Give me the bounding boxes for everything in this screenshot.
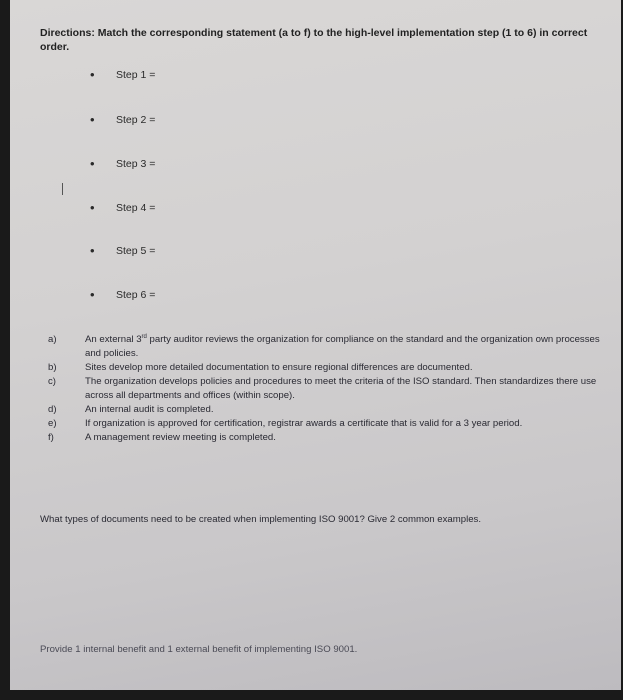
statement-letter: c) [48,376,56,387]
statement-text: The organization develops policies and procedures to meet the criteria of the ISO standard. Then standardizes there use across all departments and offices (within scope). [85,376,597,401]
statement-text: If organization is approved for certification, registrar awards a certificate that is valid for a 3 year period. [85,418,523,429]
step-5-label: Step 5 = [116,245,156,257]
document-page [10,0,621,690]
step-4-label: Step 4 = [116,202,156,214]
bullet-icon: • [90,112,95,127]
step-2-label: Step 2 = [116,114,156,126]
statement-b [48,361,608,375]
statement-list [48,333,608,445]
step-3-label: Step 3 = [116,158,156,170]
bullet-icon: • [90,156,95,171]
statement-a [48,333,608,361]
text-cursor [62,183,63,195]
statement-d [48,403,608,417]
step-6-label: Step 6 = [116,289,156,301]
step-1-label: Step 1 = [116,69,156,81]
statement-letter: e) [48,418,57,429]
statement-text: Sites develop more detailed documentation to ensure regional differences are documented. [85,362,473,373]
statement-f [48,431,608,445]
statement-letter: d) [48,404,57,415]
question-documents: What types of documents need to be created when implementing ISO 9001? Give 2 common examples. [40,514,482,525]
statement-text-cont: party auditor reviews the organization for compliance on the standard and the organization own processes and policies. [85,334,600,359]
statement-letter: b) [48,362,57,373]
bullet-icon: • [90,243,95,258]
statement-c [48,375,608,403]
bullet-icon: • [90,200,95,215]
statement-e [48,417,608,431]
directions-text: Directions: Match the corresponding statement (a to f) to the high-level implementation step (1 to 6) in correct order. [40,27,588,53]
statement-text: An internal audit is completed. [85,404,214,415]
bullet-icon: • [90,287,95,302]
statement-text: An external 3 [85,334,142,345]
statement-text: A management review meeting is completed. [85,432,276,443]
statement-letter: f) [48,432,54,443]
question-benefits: Provide 1 internal benefit and 1 external benefit of implementing ISO 9001. [40,644,358,655]
superscript-rd: rd [141,333,147,340]
statement-letter: a) [48,334,57,345]
bullet-icon: • [90,67,95,82]
